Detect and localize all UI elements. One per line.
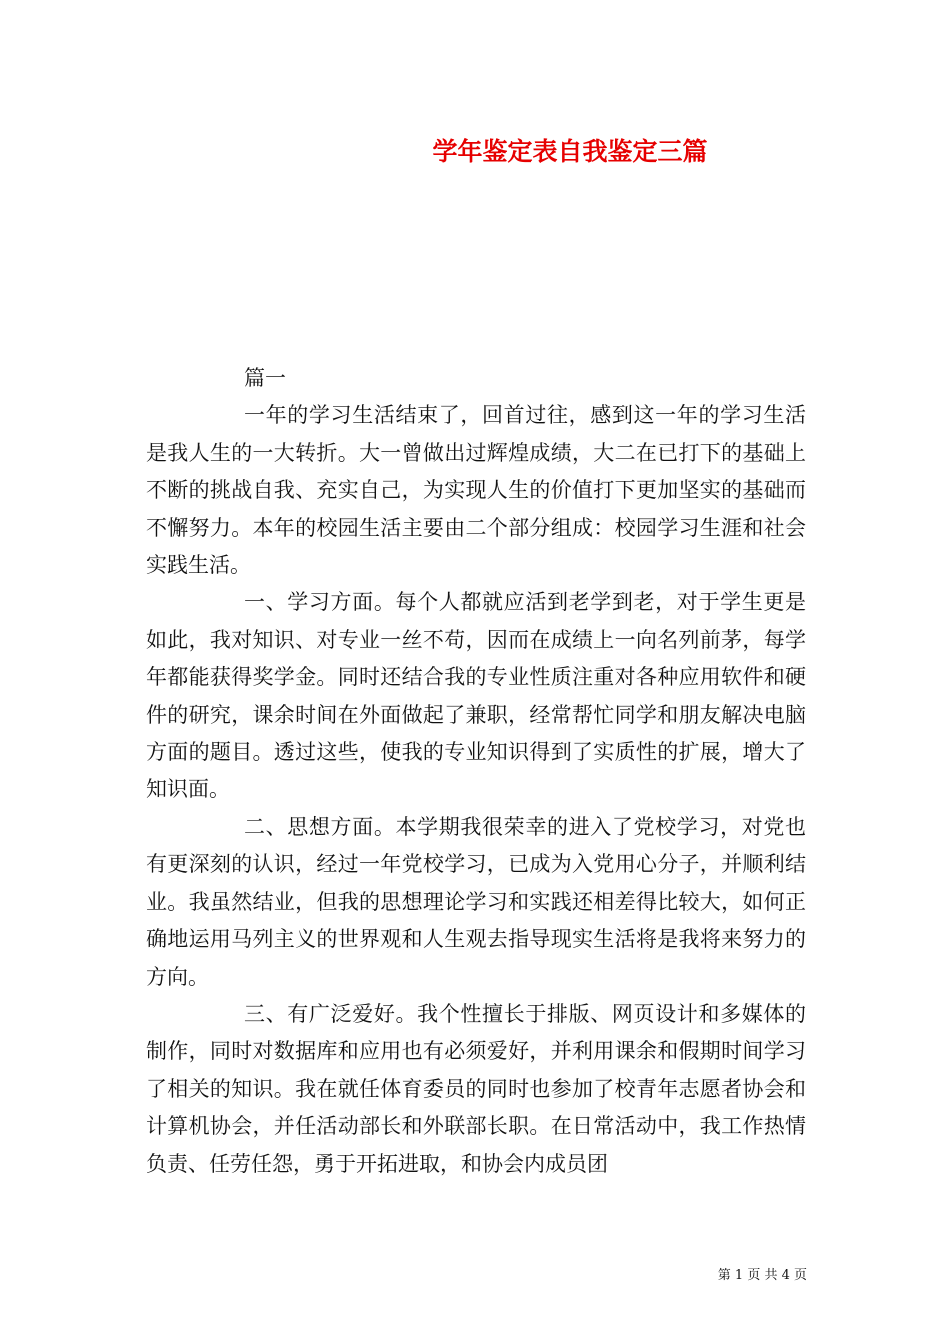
paragraph-intro: 一年的学习生活结束了，回首过往，感到这一年的学习生活是我人生的一大转折。大一曾做出过辉煌成绩，大二在已打下的基础上不断的挑战自我、充实自己，为实现人生的价值打下更加坚实的基础而不懈努力。本年的校园生活主要由二个部分组成：校园学习生涯和社会实践生活。 (146, 403, 806, 578)
document-title: 学年鉴定表自我鉴定三篇 (432, 137, 708, 166)
section-heading: 篇一 (244, 366, 286, 390)
paragraph-thought: 二、思想方面。本学期我很荣幸的进入了党校学习，对党也有更深刻的认识，经过一年党校学习，已成为入党用心分子，并顺利结业。我虽然结业，但我的思想理论学习和实践还相差得比较大，如何正确地运用马列主义的世界观和人生观去指导现实生活将是我将来努力的方向。 (146, 814, 806, 989)
paragraph-study: 一、学习方面。每个人都就应活到老学到老，对于学生更是如此，我对知识、对专业一丝不苟，因而在成绩上一向名列前茅，每学年都能获得奖学金。同时还结合我的专业性质注重对各种应用软件和硬件的研究，课余时间在外面做起了兼职，经常帮忙同学和朋友解决电脑方面的题目。透过这些，使我的专业知识得到了实质性的扩展，增大了知识面。 (146, 590, 806, 802)
page-number-footer: 第 1 页 共 4 页 (717, 1268, 807, 1283)
paragraph-hobbies: 三、有广泛爱好。我个性擅长于排版、网页设计和多媒体的制作，同时对数据库和应用也有必须爱好，并利用课余和假期时间学习了相关的知识。我在就任体育委员的同时也参加了校青年志愿者协会和计算机协会，并任活动部长和外联部长职。在日常活动中，我工作热情负责、任劳任怨，勇于开拓进取，和协会内成员团 (146, 1001, 806, 1176)
document-body (146, 360, 806, 1183)
